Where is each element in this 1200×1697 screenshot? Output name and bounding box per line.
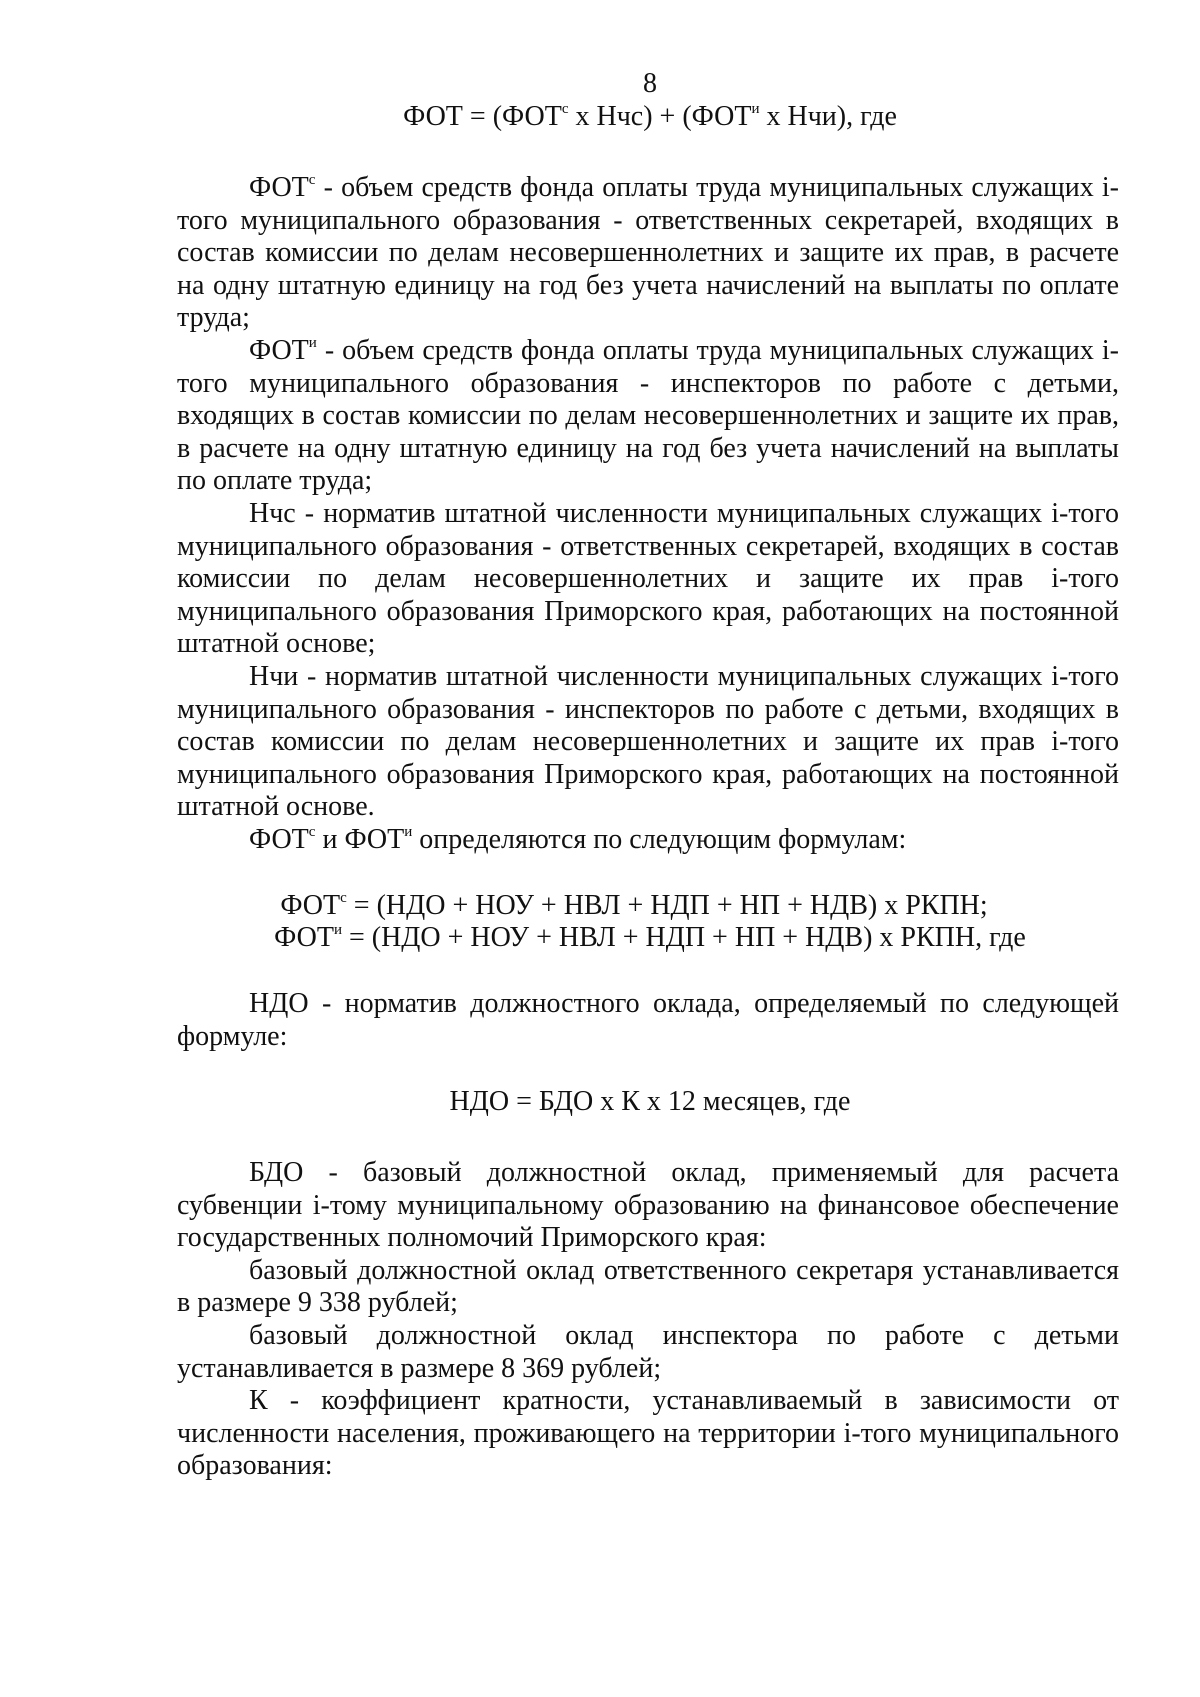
paragraph-fot-s [177, 172, 1119, 335]
formula-part: ФОТ [280, 890, 341, 921]
formula-part: ФОТ = (ФОТ [403, 101, 562, 132]
formula-part: х Нчи), где [759, 101, 897, 132]
formula-fot-s [0, 890, 1200, 923]
superscript: с [340, 890, 347, 906]
paragraph-fot-intro [177, 824, 1119, 857]
term: ФОТ [249, 334, 309, 366]
superscript: и [308, 334, 317, 351]
formula-part: = (НДО + НОУ + НВЛ + НДП + НП + НДВ) х РКПН; [346, 890, 988, 921]
paragraph-ndo: НДО - норматив должностного оклада, определяемый по следующей формуле: [177, 988, 1119, 1052]
term: ФОТ [249, 172, 309, 203]
paragraph-k: К - коэффициент кратности, устанавливаемый в зависимости от численности населения, проживающего на территории i-того муниципального образования: [177, 1385, 1119, 1482]
superscript: с [308, 823, 316, 840]
superscript: с [561, 101, 569, 117]
formula-fot-main [0, 101, 1200, 134]
definition-text: - объем средств фонда оплаты труда муниципальных служащих i-того муниципального образования - инспекторов по работе с детьми, входящих в состав комиссии по делам несовершеннолетних и защите их прав, в расчете на одну штатную единицу на год без учета начислений на выплаты по оплате труда; [177, 334, 1119, 497]
paragraph-nchi: Нчи - норматив штатной численности муниципальных служащих i-того муниципального образования - инспекторов по работе с детьми, входящих в состав комиссии по делам несовершеннолетних и защите их прав i-того муниципального образования Приморского края, работающих на постоянной штатной основе. [177, 660, 1119, 823]
term: ФОТ [249, 823, 309, 855]
superscript: и [751, 101, 760, 117]
ndo-block [177, 988, 1119, 1053]
paragraph-bdo: БДО - базовый должностной оклад, применяемый для расчета субвенции i-тому муниципальному образованию на финансовое обеспечение государственных полномочий Приморского края: [177, 1157, 1119, 1254]
paragraph-fot-i [177, 335, 1119, 498]
superscript: и [404, 823, 413, 840]
definitions-block [177, 172, 1119, 856]
term: и ФОТ [315, 823, 405, 855]
superscript: и [333, 922, 342, 938]
formula-part: ФОТ [274, 922, 334, 953]
paragraph-bdo-secretary: базовый должностной оклад ответственного секретаря устанавливается в размере 9 338 рублей; [177, 1254, 1119, 1319]
superscript: с [308, 172, 316, 188]
paragraph-nchs: Нчс - норматив штатной численности муниципальных служащих i-того муниципального образования - ответственных секретарей, входящих в состав комиссии по делам несовершеннолетних и защите их прав i-того муниципального образования Приморского края, работающих на постоянной штатной основе; [177, 497, 1119, 660]
bdo-block [177, 1157, 1119, 1483]
formula-ndo: НДО = БДО х К х 12 месяцев, где [449, 1086, 851, 1117]
formula-fot-i [0, 922, 1200, 955]
formula-part: = (НДО + НОУ + НВЛ + НДП + НП + НДВ) х РКПН, где [341, 922, 1026, 953]
definition-text: определяются по следующим формулам: [412, 823, 907, 855]
page-number: 8 [643, 68, 657, 99]
paragraph-bdo-inspector: базовый должностной оклад инспектора по работе с детьми устанавливается в размере 8 369 рублей; [177, 1319, 1119, 1384]
formula-part: х Нчс) + (ФОТ [568, 101, 752, 132]
definition-text: - объем средств фонда оплаты труда муниципальных служащих i-того муниципального образования - ответственных секретарей, входящих в состав комиссии по делам несовершеннолетних и защите их прав, в расчете на одну штатную единицу на год без учета начислений на выплаты по оплате труда; [177, 172, 1119, 334]
